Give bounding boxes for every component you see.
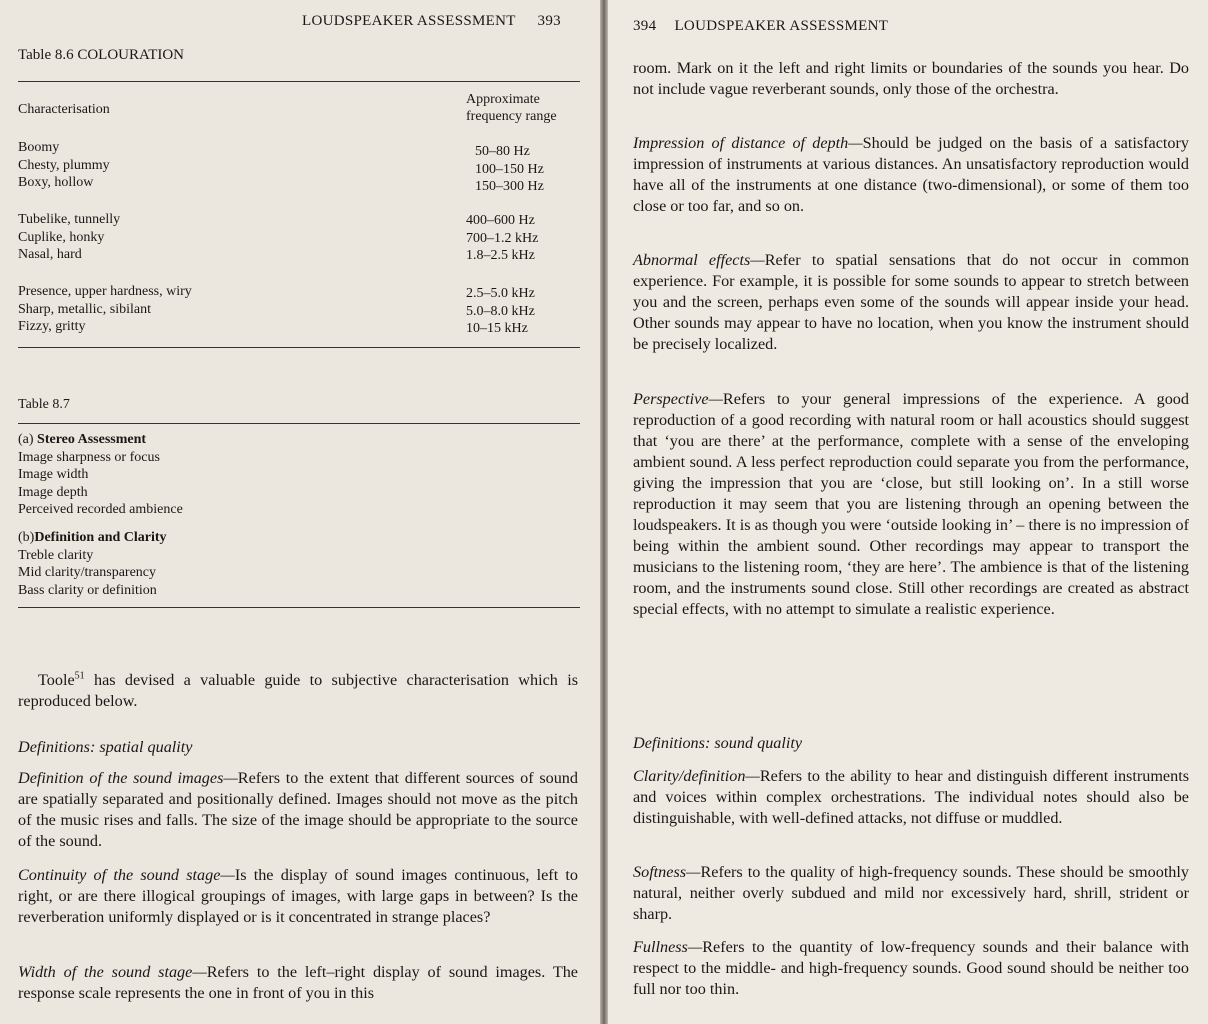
definition-perspective bbox=[633, 389, 1189, 620]
table-row-group-2 bbox=[18, 211, 120, 264]
definition-term: Perspective— bbox=[633, 390, 723, 408]
frequency-cell: 1.8–2.5 kHz bbox=[466, 248, 535, 263]
table-rule-top bbox=[18, 81, 580, 82]
column-header-characterisation: Characterisation bbox=[18, 102, 110, 117]
characterisation-cell: Chesty, plummy bbox=[18, 157, 110, 173]
definition-fullness bbox=[633, 937, 1189, 1000]
definition-term: Softness— bbox=[633, 863, 701, 881]
definition-distance bbox=[633, 133, 1189, 217]
frequency-group-2 bbox=[466, 212, 538, 265]
definition-term: Fullness— bbox=[633, 938, 703, 956]
frequency-group-1 bbox=[475, 143, 544, 196]
section-a-prefix: (a) bbox=[18, 432, 38, 447]
characterisation-cell: Boomy bbox=[18, 140, 60, 155]
frequency-cell: 2.5–5.0 kHz bbox=[466, 286, 535, 301]
table-row-group-3 bbox=[18, 283, 192, 336]
intro-paragraph bbox=[18, 670, 578, 712]
characterisation-cell: Sharp, metallic, sibilant bbox=[18, 301, 151, 317]
left-page bbox=[0, 0, 600, 1024]
definition-term: Width of the sound stage— bbox=[18, 963, 207, 981]
definition-term: Continuity of the sound stage— bbox=[18, 866, 235, 884]
list-item: Image depth bbox=[18, 484, 88, 500]
table-rule-bottom bbox=[18, 347, 580, 348]
section-b-title: Definition and Clarity bbox=[34, 530, 167, 545]
frequency-cell: 50–80 Hz bbox=[475, 144, 530, 159]
definition-term: Abnormal effects— bbox=[633, 251, 765, 269]
definition-term: Definition of the sound images— bbox=[18, 769, 238, 787]
definition-clarity bbox=[633, 766, 1189, 829]
definition-text: Refers to the left–right display of sound images. The response scale represents the one in front of you in this bbox=[18, 963, 578, 1002]
frequency-cell: 150–300 Hz bbox=[475, 179, 544, 194]
definition-term: Impression of distance of depth— bbox=[633, 134, 863, 152]
definition-abnormal-effects bbox=[633, 250, 1189, 355]
right-running-head bbox=[633, 18, 888, 35]
continued-paragraph: room. Mark on it the left and right limits or boundaries of the sounds you hear. Do not include vague reverberant sounds, only those of the orchestra. bbox=[633, 59, 1189, 98]
section-a-heading bbox=[18, 431, 183, 449]
definition-text: Refers to the quantity of low-frequency sounds and their balance with respect to the middle- and high-frequency sounds. Good sound should be neither too full nor too thin. bbox=[633, 938, 1189, 998]
definition-sound-images bbox=[18, 768, 578, 852]
characterisation-cell: Presence, upper hardness, wiry bbox=[18, 284, 192, 299]
characterisation-cell: Cuplike, honky bbox=[18, 229, 105, 245]
definition-clarity-section bbox=[18, 529, 167, 599]
spatial-quality-heading bbox=[18, 737, 578, 758]
definition-term: Clarity/definition— bbox=[633, 767, 760, 785]
stereo-assessment-section bbox=[18, 431, 183, 519]
frequency-cell: 5.0–8.0 kHz bbox=[466, 303, 535, 319]
column-header-frequency-2: frequency range bbox=[466, 109, 557, 124]
characterisation-cell: Fizzy, gritty bbox=[18, 319, 86, 334]
frequency-cell: 700–1.2 kHz bbox=[466, 230, 539, 246]
list-item: Image sharpness or focus bbox=[18, 449, 160, 465]
list-item: Perceived recorded ambience bbox=[18, 502, 183, 517]
table-8-7-title: Table 8.7 bbox=[18, 397, 70, 412]
column-header-frequency-1: Approximate bbox=[466, 92, 540, 107]
definition-text: Refers to the ability to hear and distinguish different instruments and voices within complex orchestrations. The individual notes should also be distinguishable, with well-defined attacks, not diffuse or muddled. bbox=[633, 767, 1189, 827]
definition-text: Refers to the extent that different sources of sound are spatially separated and positionally defined. Images should not move as the pitch of the music rises and falls. The size of the image should be appropriate to the source of the sound. bbox=[18, 769, 578, 850]
reference-superscript: 51 bbox=[74, 670, 85, 682]
running-head-text: LOUDSPEAKER ASSESSMENT bbox=[302, 13, 516, 29]
heading-text: Definitions: sound quality bbox=[633, 734, 803, 752]
characterisation-cell: Nasal, hard bbox=[18, 247, 82, 262]
characterisation-cell: Boxy, hollow bbox=[18, 175, 94, 190]
page-number: 393 bbox=[537, 13, 561, 29]
list-item: Bass clarity or definition bbox=[18, 582, 157, 598]
definition-text: Refer to spatial sensations that do not occur in common experience. For example, it is possible for some sounds to appear to stretch between you and the screen, perhaps even some of the sounds will appear inside your head. Other sounds may appear to have no location, when you know the instrument should be precisely localized. bbox=[633, 251, 1190, 353]
table-8-6-title: Table 8.6 COLOURATION bbox=[18, 47, 185, 63]
running-head-text: LOUDSPEAKER ASSESSMENT bbox=[674, 18, 889, 34]
definition-text: Refers to the quality of high-frequency sounds. These should be smoothly natural, neither overly subdued and mild nor excessively hard, shrill, strident or sharp. bbox=[633, 863, 1189, 923]
intro-author: Toole bbox=[38, 671, 75, 689]
section-a-title: Stereo Assessment bbox=[37, 432, 147, 447]
definition-continuity bbox=[18, 865, 578, 928]
heading-text: Definitions: spatial quality bbox=[18, 738, 193, 756]
intro-text: has devised a valuable guide to subjective characterisation which is reproduced below. bbox=[18, 671, 578, 710]
definition-text: Should be judged on the basis of a satisfactory impression of instruments at various distances. An unsatisfactory reproduction would have all of the instruments at one distance (two-dimensional), or some of them too close or too far, and so on. bbox=[633, 134, 1189, 215]
definition-width bbox=[18, 962, 578, 1004]
frequency-group-3 bbox=[466, 285, 535, 338]
list-item: Treble clarity bbox=[18, 547, 94, 563]
section-b-heading bbox=[18, 529, 167, 547]
page-number: 394 bbox=[633, 18, 657, 34]
right-page bbox=[608, 0, 1208, 1024]
list-item: Image width bbox=[18, 467, 89, 482]
definition-softness bbox=[633, 862, 1189, 925]
section-b-prefix: (b) bbox=[18, 530, 35, 545]
table-row-group-1 bbox=[18, 139, 110, 192]
frequency-cell: 10–15 kHz bbox=[466, 321, 528, 336]
table-8-7-rule-bottom bbox=[18, 607, 580, 608]
definition-text: Refers to your general impressions of the experience. A good reproduction of a good recording with natural room or hall acoustics should suggest that ‘you are there’ at the performance, complete with a sense of the enveloping ambient sound. A less perfect reproduction could separate you from the performance, giving the impression that you are ‘close, but still looking on’. In a still worse reproduction it may seem that you are listening through an opening between the loudspeakers. It is as though you were ‘outside looking in’ – there is no impression of being within the ambient sound. Other recordings may appear to transport the musicians to the listening room, ‘they are here’. The ambience is that of the listening room, and the instruments sound close. Still other recordings are created as abstract special effects, with no attempt to simulate a realistic experience. bbox=[633, 390, 1189, 618]
sound-quality-heading bbox=[633, 733, 1189, 754]
list-item: Mid clarity/transparency bbox=[18, 565, 157, 580]
definition-text: Is the display of sound images continuous, left to right, or are there illogical groupings of images, with large gaps in between? Is the reverberation uniformly displayed or is it concentrated in strange places? bbox=[18, 866, 578, 926]
left-running-head bbox=[302, 13, 561, 30]
table-8-7-rule-top bbox=[18, 423, 580, 424]
book-gutter bbox=[600, 0, 608, 1024]
frequency-cell: 100–150 Hz bbox=[475, 161, 544, 177]
frequency-cell: 400–600 Hz bbox=[466, 213, 535, 228]
characterisation-cell: Tubelike, tunnelly bbox=[18, 212, 121, 227]
